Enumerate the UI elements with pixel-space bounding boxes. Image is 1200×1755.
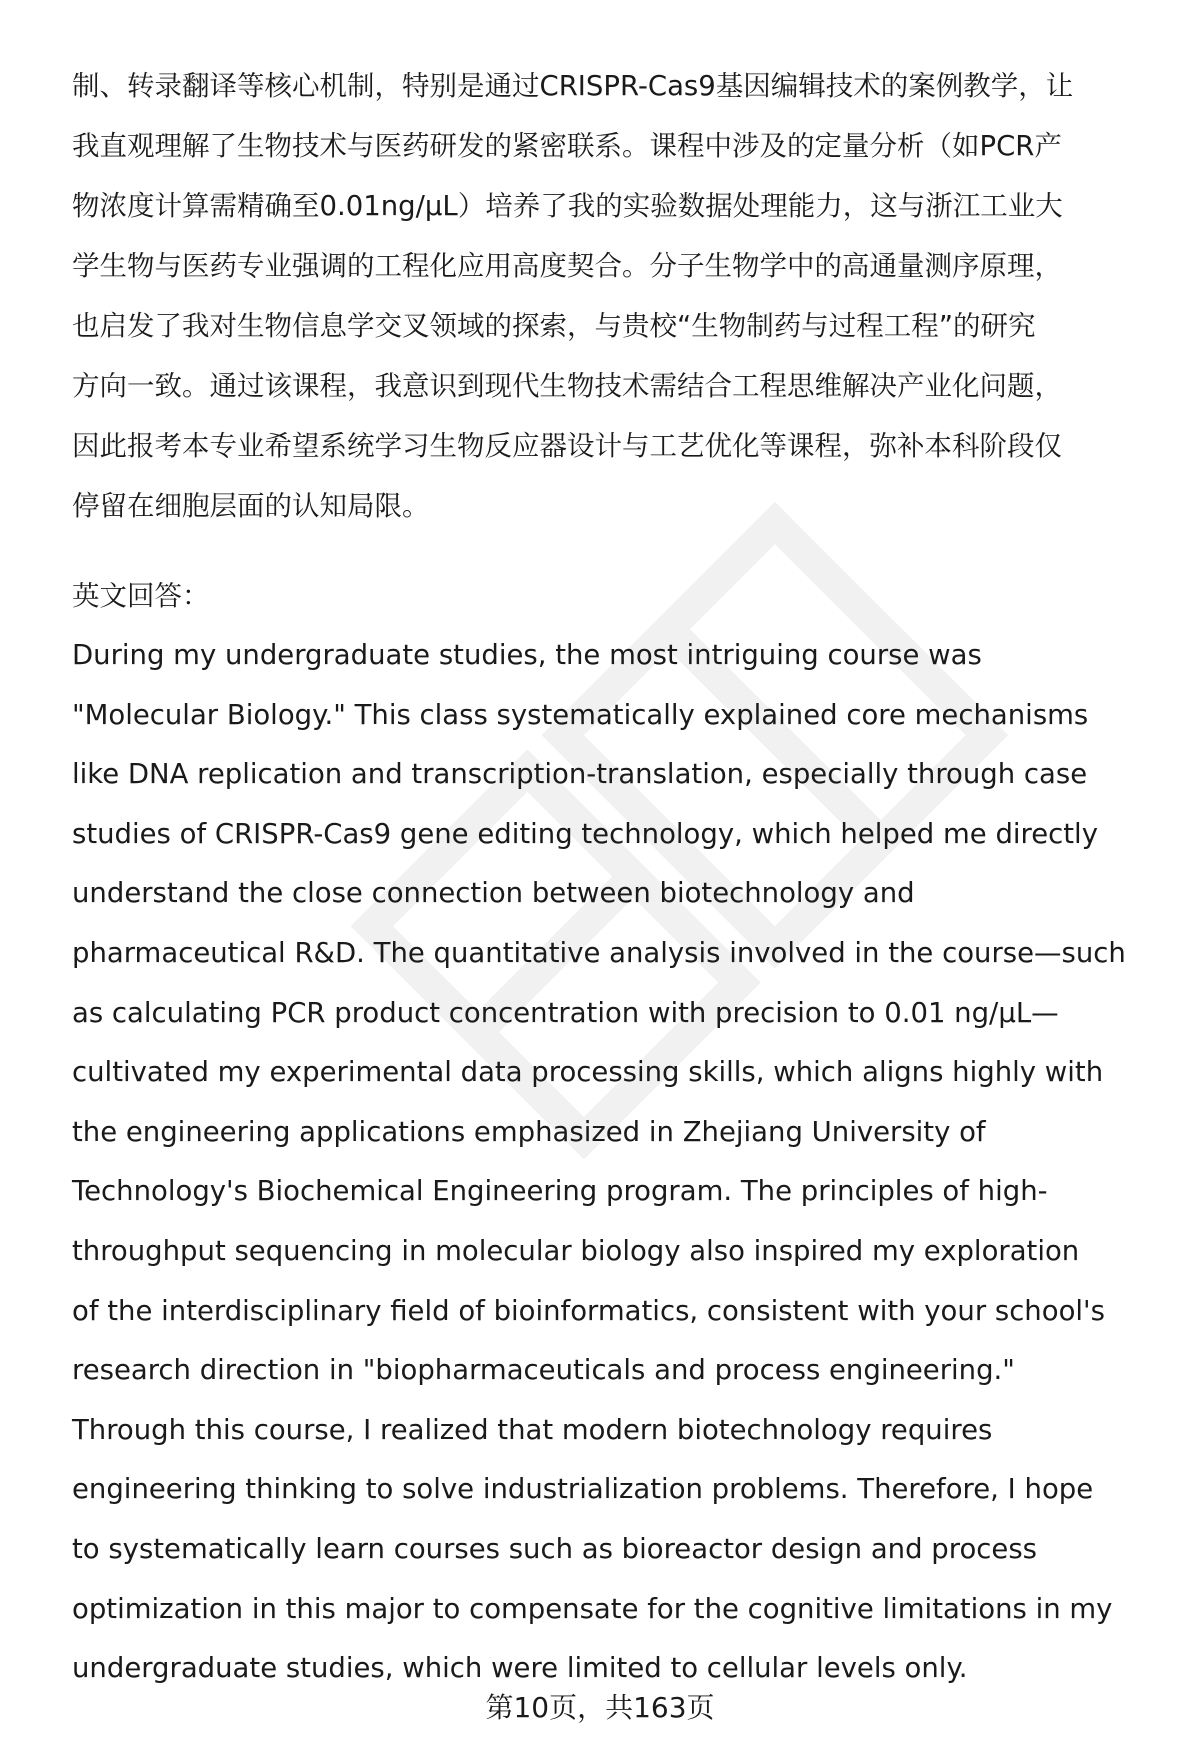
english-paragraph-line: cultivated my experimental data processing skills, which aligns highly with bbox=[72, 1056, 1104, 1089]
chinese-paragraph-line: 物浓度计算需精确至0.01ng/μL）培养了我的实验数据处理能力，这与浙江工业大 bbox=[72, 190, 1063, 222]
english-paragraph-line: like DNA replication and transcription-translation, especially through case bbox=[72, 758, 1088, 791]
english-paragraph-line: to systematically learn courses such as bioreactor design and process bbox=[72, 1532, 1037, 1565]
english-paragraph-line: of the interdisciplinary field of bioinformatics, consistent with your school's bbox=[72, 1294, 1105, 1327]
chinese-paragraph-line: 制、转录翻译等核心机制，特别是通过CRISPR-Cas9基因编辑技术的案例教学，让 bbox=[72, 70, 1074, 102]
english-paragraph-line: as calculating PCR product concentration with precision to 0.01 ng/μL— bbox=[72, 996, 1059, 1029]
english-paragraph-line: understand the close connection between biotechnology and bbox=[72, 877, 915, 910]
chinese-paragraph-line: 因此报考本专业希望系统学习生物反应器设计与工艺优化等课程，弥补本科阶段仅 bbox=[72, 430, 1062, 462]
english-paragraph-line: pharmaceutical R&D. The quantitative analysis involved in the course—such bbox=[72, 936, 1126, 969]
page-number-footer: 第10页，共163页 bbox=[485, 1691, 715, 1724]
english-paragraph-line: undergraduate studies, which were limited to cellular levels only. bbox=[72, 1652, 968, 1685]
english-answer-label: 英文回答： bbox=[72, 580, 210, 612]
english-paragraph-line: "Molecular Biology." This class systematically explained core mechanisms bbox=[72, 698, 1089, 731]
english-paragraph-line: studies of CRISPR-Cas9 gene editing technology, which helped me directly bbox=[72, 817, 1098, 850]
english-paragraph-line: Technology's Biochemical Engineering program. The principles of high- bbox=[72, 1175, 1048, 1208]
english-paragraph-line: engineering thinking to solve industrialization problems. Therefore, I hope bbox=[72, 1473, 1094, 1506]
chinese-paragraph-line: 停留在细胞层面的认知局限。 bbox=[72, 490, 430, 522]
chinese-paragraph-line: 我直观理解了生物技术与医药研发的紧密联系。课程中涉及的定量分析（如PCR产 bbox=[72, 130, 1062, 162]
chinese-paragraph-line: 也启发了我对生物信息学交叉领域的探索，与贵校“生物制药与过程工程”的研究 bbox=[72, 310, 1036, 342]
english-paragraph-line: the engineering applications emphasized in Zhejiang University of bbox=[72, 1115, 986, 1148]
english-paragraph-line: throughput sequencing in molecular biology also inspired my exploration bbox=[72, 1234, 1080, 1267]
english-paragraph-line: optimization in this major to compensate for the cognitive limitations in my bbox=[72, 1592, 1113, 1625]
chinese-paragraph-line: 学生物与医药专业强调的工程化应用高度契合。分子生物学中的高通量测序原理， bbox=[72, 250, 1062, 282]
chinese-paragraph-line: 方向一致。通过该课程，我意识到现代生物技术需结合工程思维解决产业化问题， bbox=[72, 370, 1062, 402]
english-paragraph-line: During my undergraduate studies, the most intriguing course was bbox=[72, 639, 982, 671]
document-body bbox=[72, 56, 1152, 1699]
english-paragraph-line: Through this course, I realized that modern biotechnology requires bbox=[72, 1413, 993, 1446]
english-paragraph-line: research direction in "biopharmaceuticals and process engineering." bbox=[72, 1354, 1015, 1387]
